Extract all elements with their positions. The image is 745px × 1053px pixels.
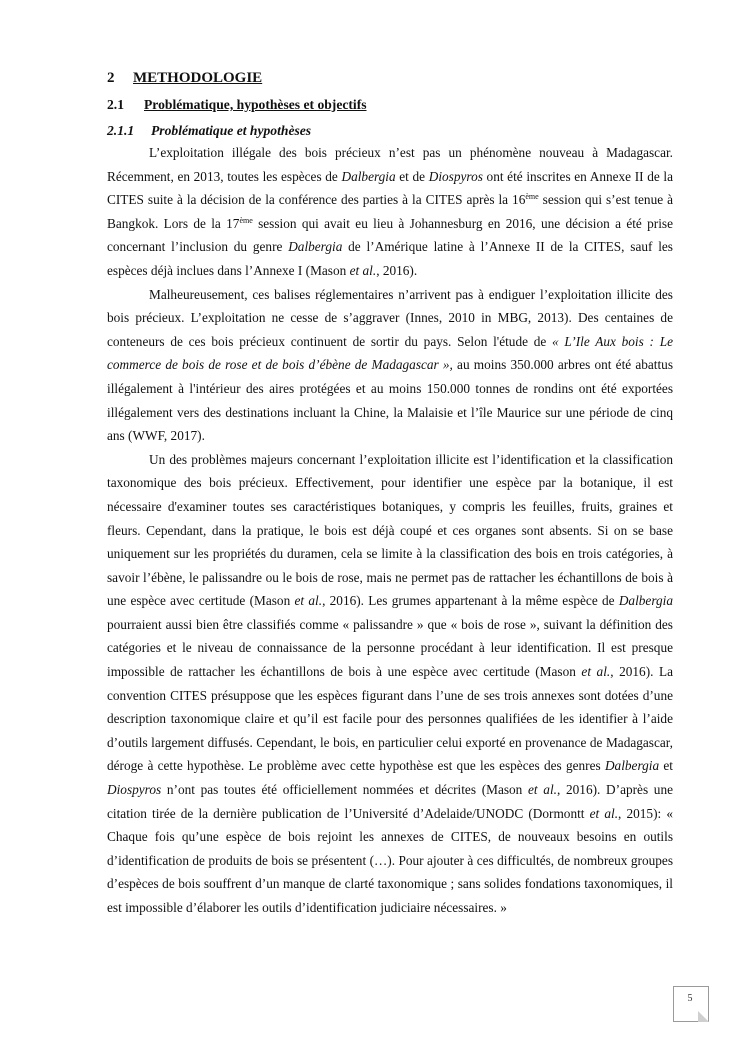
genus-name: Dalbergia [604,758,660,774]
page-number-box [673,986,709,1022]
section-title: METHODOLOGIE [133,70,263,86]
page-number: 5 [687,993,693,1004]
paragraph-3 [107,448,673,920]
genus-name: Diospyros [107,782,162,798]
citation-etal: et al. [528,782,557,798]
text-run: , 2016). D’après une citation tirée de la dernière publication de l’Université d’Adelaide/UNODC (Dormontt [107,782,674,821]
citation-etal: et al. [589,805,619,821]
text-run: session qui s’est tenue à Bangkok. Lors de la 17 [107,192,673,231]
text-run: , 2016). Les grumes appartenant à la même espèce de [322,593,619,609]
text-run: pourraient aussi bien être classifiés comme « palissandre » que « bois de rose », suivant la définition des catégories et le niveau de connaissance de la personne procédant à leur identification. Il est presque impossible de rattacher les échantillons de bois à une espèce avec certitude (Mason [107,616,673,680]
genus-name: Dalbergia [618,593,673,609]
text-run: n’ont pas toutes été officiellement nommées et décrites (Mason [161,782,529,798]
genus-name: Dalbergia [341,168,396,184]
text-run: Malheureusement, ces balises réglementaires n’arrivent pas à endiguer l’exploitation illicite des bois précieux. L’exploitation ne cesse de s’aggraver (Innes, 2010 in MBG, 2013). Des centaines de conteneurs de ces bois précieux continuent de sortir du pays. Selon l'étude de [107,286,673,349]
citation-etal: et al. [294,593,323,609]
citation-etal: et al. [581,664,611,680]
text-run: et [659,758,673,774]
ordinal-superscript: ème [525,192,539,202]
genus-name: Diospyros [428,168,483,184]
ordinal-superscript: ème [239,215,253,225]
citation-etal: et al. [349,262,377,278]
text-run: , 2016). [376,262,418,278]
section-heading [107,68,673,88]
study-title: « L’Ile Aux bois : Le commerce de bois de rose et de bois d’ébène de Madagascar », [107,333,673,373]
text-run: , 2015): « Chaque fois qu’une espèce de bois rejoint les annexes de CITES, de nouveaux besoins en outils d’identification de produits de bois se présentent (…). Pour ajouter à ces difficultés, de nombreux groupes d’espèces de bois souffrent d’un manque de clarté taxonomique ; sans solides fondations taxonomiques, il est impossible d’élaborer les outils d’identification judiciaire nécessaires. » [107,805,673,915]
paragraph-1 [107,141,673,283]
paragraph-2 [107,283,673,448]
subsection-heading [107,96,673,114]
section-number: 2 [107,70,115,86]
subsubsection-title: Problématique et hypothèses [151,123,312,138]
genus-name: Dalbergia [288,239,343,255]
text-run: session qui avait eu lieu à Johannesburg en 2016, une décision a été prise concernant l’inclusion du genre [107,215,673,255]
subsubsection-number: 2.1.1 [107,123,135,138]
text-run: et de [395,168,429,184]
text-run: Un des problèmes majeurs concernant l’exploitation illicite est l’identification et la classification taxonomique des bois précieux. Effectivement, pour identifier une espèce par la botanique, il est nécessaire d'examiner toutes ses caractéristiques botaniques, y compris les feuilles, fruits, graines et fleurs. Cependant, dans la pratique, le bois est déjà coupé et ces organes sont absents. Si on se base uniquement sur les propriétés du duramen, cela se limite à la classification des bois en trois catégories, à savoir l’ébène, le palissandre ou le bois de rose, mais ne permet pas de rattacher les échantillons de bois à une espèce avec certitude (Mason [107,451,673,609]
text-run: au moins 350.000 arbres ont été abattus illégalement à l'intérieur des aires protégées et au moins 150.000 tonnes de rondins ont été exportées illégalement vers des destinations incluant la Chine, la Malaisie et l’île Maurice sur une période de cinq ans (WWF, 2017). [107,357,674,444]
subsubsection-heading [107,122,673,140]
page-curl-icon [698,1011,709,1022]
subsection-title: Problématique, hypothèses et objectifs [144,97,367,112]
document-page [107,68,673,920]
text-run: L’exploitation illégale des bois précieux n’est pas un phénomène nouveau à Madagascar. Récemment, en 2013, toutes les espèces de [107,145,673,184]
text-run: de l’Amérique latine à l’Annexe II de la CITES, sauf les espèces déjà inclues dans l’Annexe I (Mason [107,239,673,278]
subsection-number: 2.1 [107,97,124,112]
text-run: , 2016). La convention CITES présuppose que les espèces figurant dans l’une de ses trois annexes sont dotées d’une description taxonomique claire et qu’il est facile pour des personnes qualifiées de les identifier à l’aide d’outils largement diffusés. Cependant, le bois, en particulier celui exporté en provenance de Madagascar, déroge à cette hypothèse. Le problème avec cette hypothèse est que les espèces des genres [107,664,674,774]
text-run: ont été inscrites en Annexe II de la CITES suite à la décision de la conférence des parties à la CITES après la 16 [107,168,673,208]
